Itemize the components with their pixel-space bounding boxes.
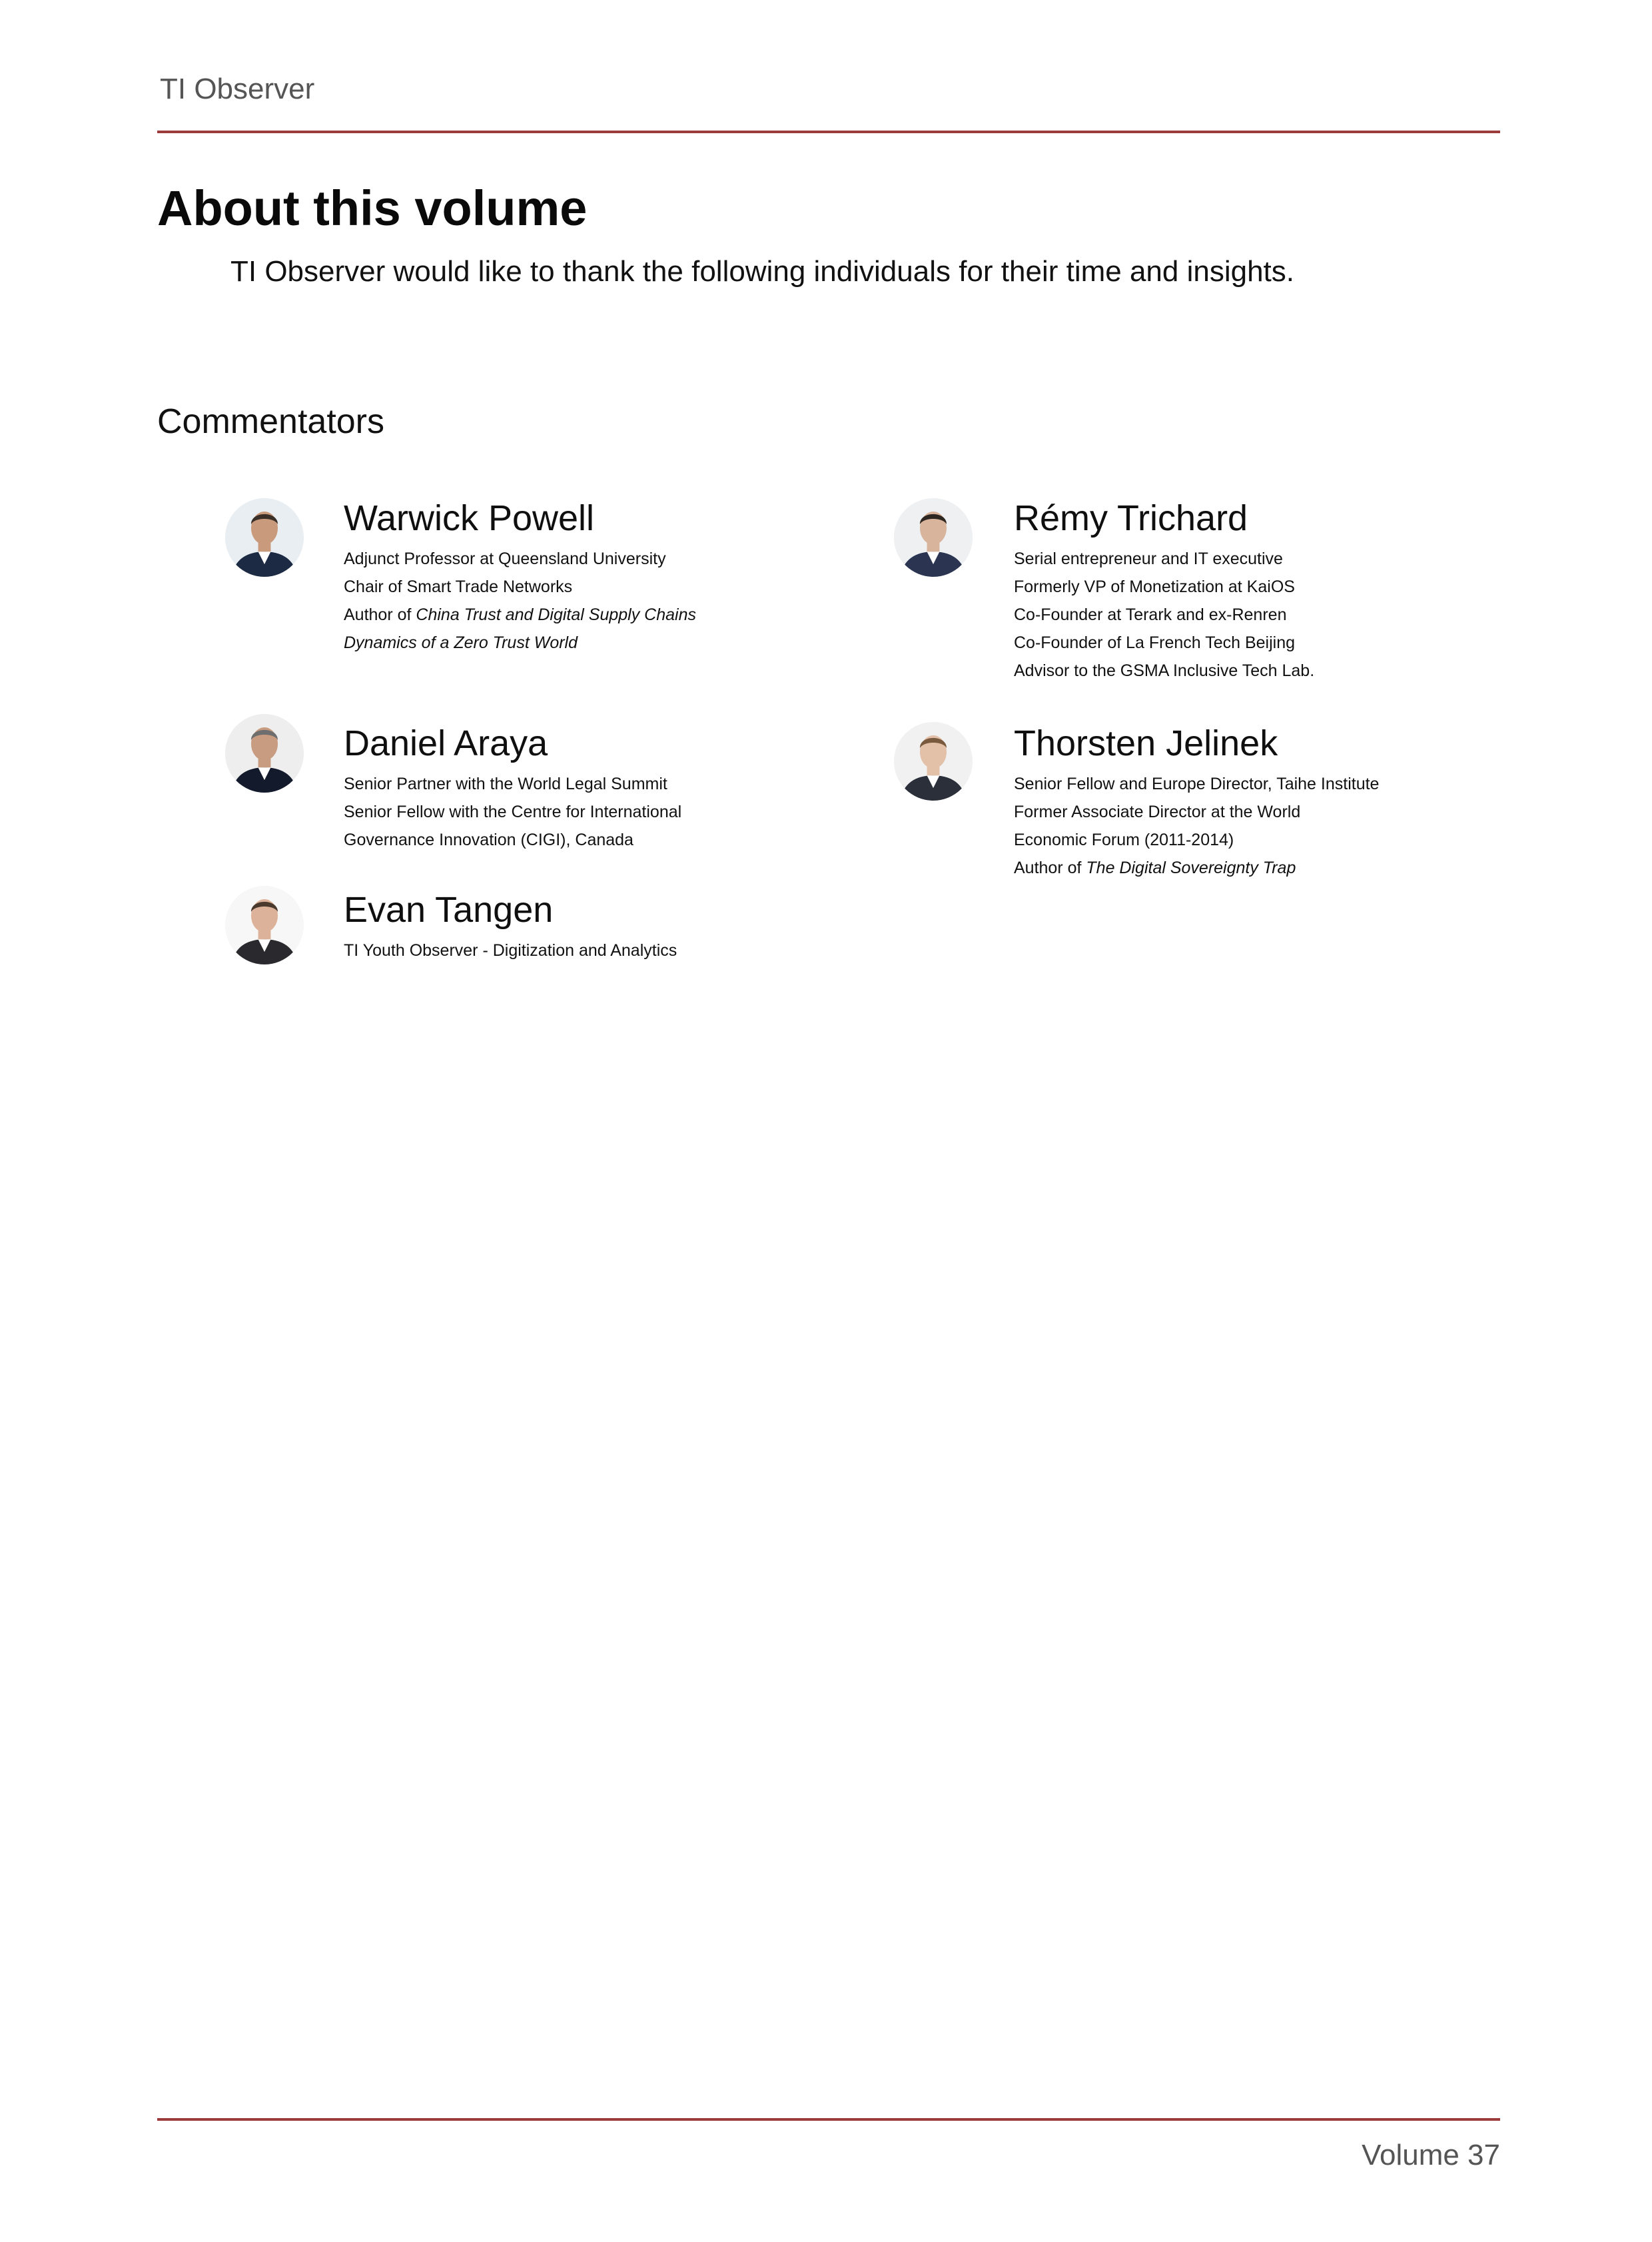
page-title: About this volume <box>157 181 588 236</box>
bio-text: Serial entrepreneur and IT executive <box>1014 550 1283 569</box>
commentator-card <box>1014 723 1379 882</box>
commentator-name: Rémy Trichard <box>1014 498 1248 538</box>
bio-text: Formerly VP of Monetization at KaiOS <box>1014 577 1295 597</box>
footer-rule <box>157 2118 1500 2121</box>
bio-text: Senior Fellow with the Centre for International <box>344 803 682 822</box>
commentator-name: Daniel Araya <box>344 723 548 763</box>
commentator-card <box>344 890 677 964</box>
page-number: Volume 37 <box>1362 2139 1500 2171</box>
avatar-photo <box>894 498 973 577</box>
commentator-card <box>1014 498 1314 685</box>
bio-line <box>344 798 681 826</box>
bio-line <box>1014 545 1314 573</box>
bio-line <box>1014 657 1314 685</box>
bio-prefix: Author of <box>344 605 416 625</box>
bio-text: Co-Founder of La French Tech Beijing <box>1014 633 1295 653</box>
avatar-photo <box>225 886 304 964</box>
bio-line <box>344 826 681 854</box>
header-rule <box>157 131 1500 133</box>
bio-line <box>344 629 696 657</box>
bio-text: TI Youth Observer - Digitization and Analytics <box>344 941 677 960</box>
bio-line <box>1014 573 1314 601</box>
bio-line <box>1014 854 1379 882</box>
bio-text: Adjunct Professor at Queensland University <box>344 550 666 569</box>
bio-line <box>1014 826 1379 854</box>
bio-text: Economic Forum (2011-2014) <box>1014 831 1234 850</box>
bio-line <box>1014 601 1314 629</box>
section-heading: Commentators <box>157 402 384 441</box>
bio-text: Chair of Smart Trade Networks <box>344 577 573 597</box>
avatar-photo <box>225 498 304 577</box>
bio-line <box>344 936 677 964</box>
commentator-name: Evan Tangen <box>344 890 554 930</box>
bio-line <box>1014 629 1314 657</box>
bio-text: Senior Fellow and Europe Director, Taihe Institute <box>1014 775 1380 794</box>
bio-line <box>344 545 696 573</box>
bio-line <box>344 601 696 629</box>
running-head: TI Observer <box>160 73 315 105</box>
avatar-photo <box>894 722 973 801</box>
intro-text: TI Observer would like to thank the following individuals for their time and insights. <box>230 255 1294 288</box>
bio-line <box>344 770 681 798</box>
bio-prefix: Author of <box>1014 859 1086 878</box>
bio-text: Advisor to the GSMA Inclusive Tech Lab. <box>1014 661 1315 681</box>
bio-line <box>1014 798 1379 826</box>
avatar-photo <box>225 714 304 793</box>
commentator-name: Warwick Powell <box>344 498 595 538</box>
bio-text: Governance Innovation (CIGI), Canada <box>344 831 633 850</box>
bio-line <box>1014 770 1379 798</box>
commentator-card <box>344 723 681 854</box>
bio-line <box>344 573 696 601</box>
bio-text: Former Associate Director at the World <box>1014 803 1301 822</box>
bio-text: Co-Founder at Terark and ex-Renren <box>1014 605 1287 625</box>
bio-text: Senior Partner with the World Legal Summit <box>344 775 667 794</box>
book-title: China Trust and Digital Supply Chains <box>416 605 696 625</box>
commentator-card <box>344 498 696 657</box>
book-title: The Digital Sovereignty Trap <box>1086 859 1296 878</box>
book-title: Dynamics of a Zero Trust World <box>344 633 578 653</box>
commentator-name: Thorsten Jelinek <box>1014 723 1278 763</box>
